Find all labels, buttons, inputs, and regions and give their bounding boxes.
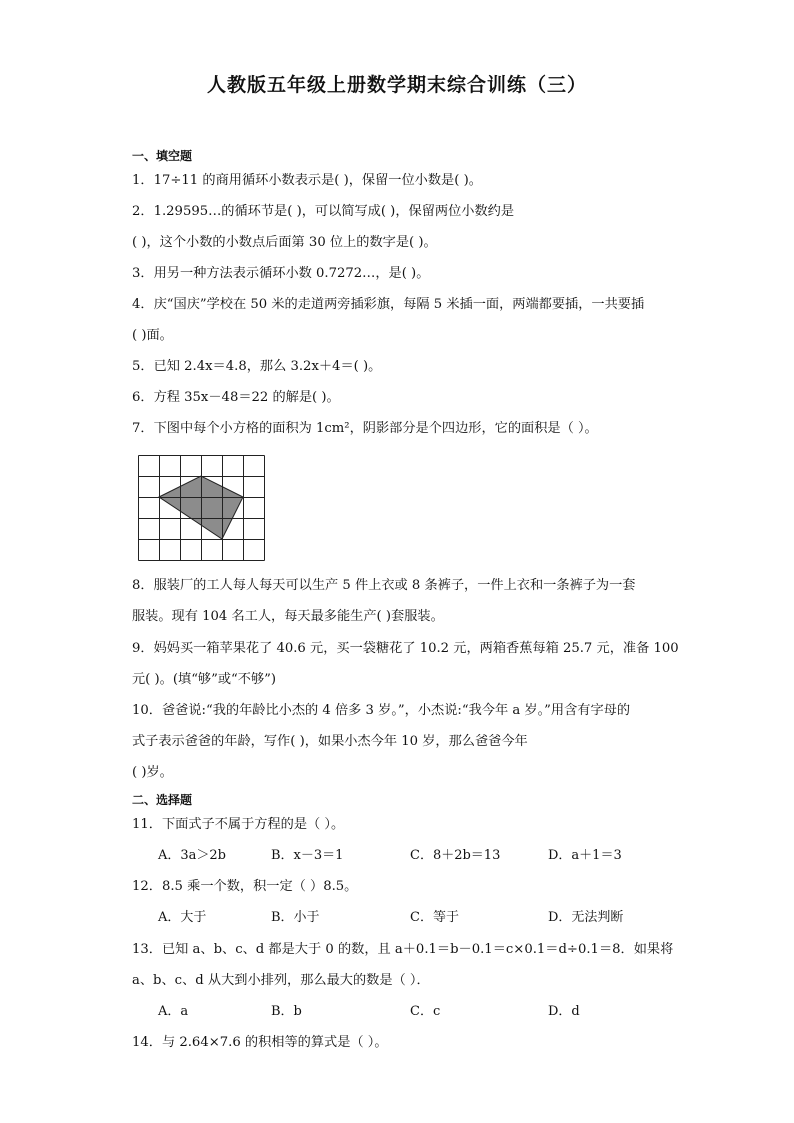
question-12: 12．8.5 乘一个数，积一定（ ）8.5。: [132, 879, 358, 894]
q11-option-c: C．8＋2b＝13: [410, 848, 501, 863]
page-title: 人教版五年级上册数学期末综合训练（三）: [206, 74, 587, 96]
question-3: 3．用另一种方法表示循环小数 0.7272…，是( )。: [132, 266, 430, 281]
question-13-line-1: 13．已知 a、b、c、d 都是大于 0 的数，且 a＋0.1＝b－0.1＝c×0.1＝d÷0.1＝8．如果将: [132, 942, 674, 957]
q13-option-a: A．a: [158, 1004, 189, 1019]
q11-option-a: A．3a＞2b: [158, 848, 227, 863]
question-9-line-1: 9．妈妈买一箱苹果花了 40.6 元，买一袋糖花了 10.2 元，两箱香蕉每箱 25.7 元，准备 100: [132, 641, 679, 656]
question-10-line-3: ( )岁。: [132, 765, 173, 780]
question-7: 7．下图中每个小方格的面积为 1cm²，阴影部分是个四边形，它的面积是（ ）。: [132, 421, 598, 436]
question-1: 1．17÷11 的商用循环小数表示是( )，保留一位小数是( )。: [132, 173, 482, 188]
question-14: 14．与 2.64×7.6 的积相等的算式是（ ）。: [132, 1035, 388, 1050]
section-fill-in: 一、填空题: [132, 149, 193, 163]
question-11: 11．下面式子不属于方程的是（ ）。: [132, 817, 345, 832]
q13-option-b: B．b: [271, 1004, 302, 1019]
question-4-line-2: ( )面。: [132, 328, 173, 343]
question-13-line-2: a、b、c、d 从大到小排列，那么最大的数是（ ）．: [132, 973, 430, 988]
grid-figure: [138, 455, 266, 561]
question-8-line-2: 服装。现有 104 名工人，每天最多能生产( )套服装。: [132, 609, 444, 624]
grid-lines: [139, 456, 265, 561]
question-2-line-1: 2．1.29595…的循环节是( )，可以简写成( )，保留两位小数约是: [132, 204, 515, 219]
q12-option-b: B．小于: [271, 910, 320, 925]
question-10-line-1: 10．爸爸说:“我的年龄比小杰的 4 倍多 3 岁。”，小杰说:“我今年 a 岁。”用含有字母的: [132, 703, 631, 718]
q12-option-d: D．无法判断: [548, 910, 624, 925]
question-8-line-1: 8．服装厂的工人每人每天可以生产 5 件上衣或 8 条裤子，一件上衣和一条裤子为一套: [132, 578, 636, 593]
question-5: 5．已知 2.4x＝4.8，那么 3.2x＋4＝( )。: [132, 359, 382, 374]
q13-option-c: C．c: [410, 1004, 441, 1019]
question-2-line-2: ( )，这个小数的小数点后面第 30 位上的数字是( )。: [132, 235, 437, 250]
question-6: 6．方程 35x－48＝22 的解是( )。: [132, 390, 340, 405]
question-4-line-1: 4．庆“国庆”学校在 50 米的走道两旁插彩旗，每隔 5 米插一面，两端都要插，一共要插: [132, 297, 645, 312]
q11-option-d: D．a＋1＝3: [548, 848, 622, 863]
q13-option-d: D．d: [548, 1004, 580, 1019]
q11-option-b: B．x－3＝1: [271, 848, 344, 863]
q12-option-a: A．大于: [158, 910, 207, 925]
section-multiple-choice: 二、选择题: [132, 793, 193, 807]
question-10-line-2: 式子表示爸爸的年龄，写作( )，如果小杰今年 10 岁，那么爸爸今年: [132, 734, 528, 749]
question-9-line-2: 元( )。(填“够”或“不够”): [132, 672, 277, 687]
q12-option-c: C．等于: [410, 910, 459, 925]
